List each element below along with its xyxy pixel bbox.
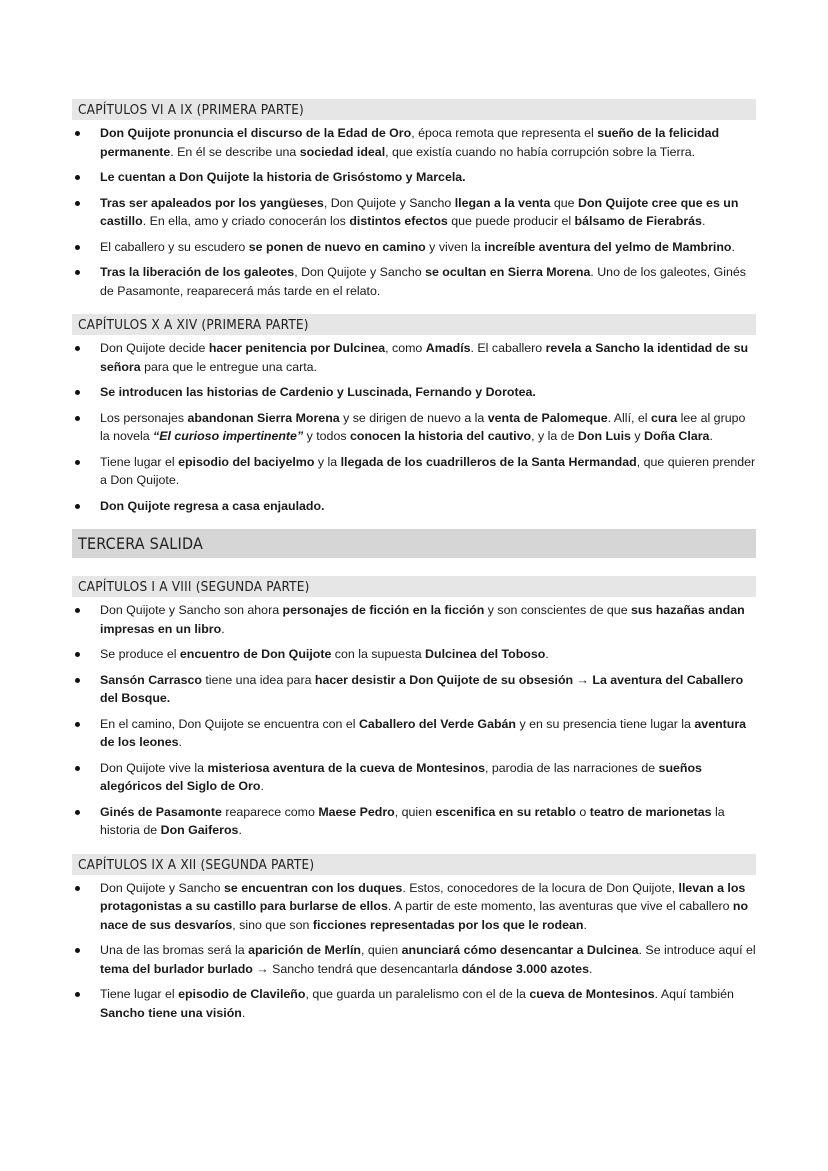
bullet-icon (75, 608, 80, 613)
list-item (72, 645, 756, 664)
bold-text-run: misteriosa aventura de la cueva de Montesinos (207, 760, 485, 775)
bold-text-run: Le cuentan a Don Quijote la historia de Grisóstomo y Marcela. (100, 170, 466, 184)
bold-text-run: dándose 3.000 azotes (461, 961, 589, 976)
bold-text-run: Maese Pedro (318, 804, 395, 819)
text-run: Tiene lugar el (100, 987, 179, 1001)
list-item (72, 879, 756, 935)
text-run: . (260, 779, 264, 793)
bullet-icon (75, 766, 80, 771)
text-run: Una de las bromas será la (100, 943, 249, 957)
text-run: Tiene lugar el (100, 454, 179, 469)
bullet-icon (75, 886, 80, 891)
list-item (72, 759, 756, 796)
bold-text-run: Ginés de Pasamonte (100, 804, 222, 819)
text-run: . Allí, el (607, 410, 651, 425)
bullet-icon (75, 722, 80, 727)
bold-text-run: Sancho tiene una visión (100, 1005, 242, 1020)
bold-text-run: no nace de sus desvaríos (100, 899, 749, 932)
text-run: y todos (303, 429, 350, 443)
section-heading: CAPÍTULOS VI A IX (PRIMERA PARTE) (72, 99, 756, 120)
major-heading: TERCERA SALIDA (72, 529, 756, 558)
bold-text-run: personajes de ficción en la ficción (282, 603, 485, 617)
text-run: y son conscientes de que (484, 603, 632, 617)
bold-text-run: hacer desistir a Don Quijote de su obsesión → La aventura del Caballero del Bosque. (100, 672, 744, 705)
bullet-icon (75, 175, 80, 180)
list-item (72, 715, 756, 752)
text-run: , quien (394, 804, 436, 819)
text-run: . (241, 1005, 246, 1020)
list-item (72, 194, 756, 231)
document-content (72, 99, 756, 1036)
list-item (72, 383, 756, 402)
bold-text-run: episodio del baciyelmo (178, 454, 315, 469)
text-run: con la supuesta (331, 647, 426, 661)
text-run: . En ella, amo y criado conocerán los (142, 214, 350, 228)
bullet-icon (75, 270, 80, 275)
bold-text-run: se ocultan en Sierra Morena (425, 265, 591, 279)
bullet-icon (75, 131, 80, 136)
bold-text-run: cueva de Montesinos (529, 987, 655, 1001)
list-item (72, 803, 756, 840)
bold-text-run: sueño de la felicidad permanente (100, 126, 720, 159)
section (72, 576, 756, 840)
bold-text-run: conocen la historia del cautivo (349, 429, 532, 443)
text-run: . (709, 429, 713, 443)
bold-text-run: Don Gaiferos (160, 823, 239, 837)
bold-text-run: revela a Sancho la identidad de su señora (100, 341, 749, 374)
text-run: , parodia de las narraciones de (484, 760, 659, 775)
bold-text-run: cura (650, 410, 678, 425)
section (72, 529, 756, 558)
text-run: la historia de (100, 804, 725, 837)
bold-text-run: llegan a la venta (454, 195, 551, 210)
text-run: , que existía cuando no había corrupción sobre la Tierra. (385, 144, 696, 159)
list-item (72, 671, 756, 708)
text-run: que (550, 195, 578, 210)
bold-text-run: abandonan Sierra Morena (187, 410, 340, 425)
text-run: , Don Quijote y Sancho (323, 195, 455, 210)
text-run: , quien (361, 943, 402, 957)
bullet-icon (75, 810, 80, 815)
text-run: . A partir de este momento, las aventuras que vive el caballero (387, 899, 733, 913)
bold-text-run: Caballero del Verde Gabán (358, 716, 516, 731)
list-item (72, 168, 756, 187)
bold-text-run: se encuentran con los duques (223, 880, 403, 895)
bold-text-run: Don Luis (577, 429, 631, 443)
text-run: Don Quijote vive la (100, 760, 208, 775)
bullet-list (72, 339, 756, 515)
text-run: , y la de (531, 429, 578, 443)
text-run: Don Quijote y Sancho (100, 880, 224, 895)
text-run: Don Quijote decide (100, 341, 209, 355)
text-run: lee al grupo la novela (100, 410, 746, 443)
list-item (72, 339, 756, 376)
text-run: . (731, 239, 735, 254)
text-run: . Uno de los galeotes, Ginés de Pasamonte, reaparecerá más tarde en el relato. (100, 265, 747, 298)
text-run: . (588, 961, 593, 976)
list-item (72, 409, 756, 446)
bold-text-run: increíble aventura del yelmo de Mambrino (484, 239, 732, 254)
bullet-icon (75, 390, 80, 395)
text-run: . (238, 823, 242, 837)
bold-text-run: llegada de los cuadrilleros de la Santa Hermandad (340, 454, 637, 469)
text-run: Los personajes (100, 410, 188, 425)
list-item (72, 941, 756, 978)
list-item (72, 453, 756, 490)
section (72, 314, 756, 515)
bold-text-run: teatro de marionetas (589, 804, 712, 819)
bullet-icon (75, 460, 80, 465)
section (72, 99, 756, 300)
bold-text-run: sus hazañas andan impresas en un libro (100, 603, 745, 636)
bold-text-run: encuentro de Don Quijote (179, 647, 332, 661)
section (72, 854, 756, 1023)
bold-text-run: venta de Palomeque (487, 410, 608, 425)
text-run: , sino que son (232, 917, 313, 932)
bold-text-run: Don Quijote pronuncia el discurso de la Edad de Oro (100, 126, 412, 140)
bold-text-run: hacer penitencia por Dulcinea (208, 341, 386, 355)
text-run: tiene una idea para (201, 672, 315, 687)
text-run: y se dirigen de nuevo a la (339, 410, 488, 425)
bold-text-run: Amadís (425, 341, 471, 355)
text-run: para que le entregue una carta. (140, 359, 317, 374)
bold-text-run: Tras ser apaleados por los yangüeses (100, 195, 324, 210)
bold-text-run: Sansón Carrasco (100, 672, 202, 687)
bold-text-run: Tras la liberación de los galeotes (100, 265, 295, 279)
section-heading: CAPÍTULOS X A XIV (PRIMERA PARTE) (72, 314, 756, 335)
text-run: Don Quijote y Sancho son ahora (100, 603, 283, 617)
text-run: . (221, 621, 225, 636)
bold-text-run: ficciones representadas por los que le rodean (312, 917, 584, 932)
bullet-icon (75, 201, 80, 206)
list-item (72, 238, 756, 257)
text-run: El caballero y su escudero (100, 239, 249, 254)
bold-text-run: anunciará cómo desencantar a Dulcinea (401, 943, 639, 957)
list-item (72, 263, 756, 300)
text-run: . Estos, conocedores de la locura de Don Quijote, (402, 880, 679, 895)
bullet-icon (75, 992, 80, 997)
bold-text-run: aventura de los leones (100, 716, 747, 749)
bullet-icon (75, 652, 80, 657)
bullet-icon (75, 416, 80, 421)
bold-text-run: llevan a los protagonistas a su castillo para burlarse de ellos (100, 880, 746, 913)
bold-text-run: bálsamo de Fierabrás (574, 214, 702, 228)
section-heading: CAPÍTULOS IX A XII (SEGUNDA PARTE) (72, 854, 756, 875)
bold-text-run: sueños alegóricos del Siglo de Oro (100, 760, 702, 793)
bold-text-run: distintos efectos (349, 214, 448, 228)
bullet-icon (75, 346, 80, 351)
text-run: reaparece como (221, 804, 319, 819)
bullet-icon (75, 504, 80, 509)
list-item (72, 124, 756, 161)
list-item (72, 601, 756, 638)
text-run: En el camino, Don Quijote se encuentra con el (100, 716, 359, 731)
text-run: . El caballero (470, 341, 546, 355)
text-run: . (583, 917, 587, 932)
bullet-icon (75, 948, 80, 953)
bold-text-run: “El curioso impertinente” (153, 429, 304, 443)
text-run: . (545, 647, 549, 661)
text-run: Se produce el (100, 647, 180, 661)
text-run: , que guarda un paralelismo con el de la (305, 987, 530, 1001)
text-run: . En él se describe una (170, 144, 300, 159)
text-run: , época remota que representa el (411, 126, 598, 140)
bold-text-run: Don Quijote regresa a casa enjaulado. (100, 498, 325, 513)
text-run: . Aquí también (654, 987, 734, 1001)
bullet-list (72, 601, 756, 840)
list-item (72, 985, 756, 1022)
text-run: . (178, 735, 182, 749)
bold-text-run: tema del burlador burlado → (100, 961, 269, 976)
bold-text-run: Don Quijote cree que es un castillo (100, 195, 739, 228)
text-run: y en su presencia tiene lugar la (516, 716, 695, 731)
list-item (72, 497, 756, 516)
bold-text-run: escenifica en su retablo (435, 804, 576, 819)
bullet-list (72, 879, 756, 1023)
bold-text-run: aparición de Merlín (248, 943, 361, 957)
bold-text-run: Se introducen las historias de Cardenio y Luscinada, Fernando y Dorotea. (100, 385, 536, 399)
bullet-icon (75, 245, 80, 250)
text-run: . (701, 214, 706, 228)
text-run: que puede producir el (447, 214, 575, 228)
section-heading: CAPÍTULOS I A VIII (SEGUNDA PARTE) (72, 576, 756, 597)
text-run: , Don Quijote y Sancho (294, 265, 426, 279)
bullet-list (72, 124, 756, 300)
text-run: o (575, 804, 590, 819)
text-run: y (630, 429, 645, 443)
bold-text-run: Dulcinea del Toboso (425, 647, 546, 661)
text-run: y viven la (425, 239, 485, 254)
bullet-icon (75, 678, 80, 683)
text-run: . Se introduce aquí el (638, 943, 756, 957)
text-run: Sancho tendrá que desencantarla (268, 961, 462, 976)
text-run: , como (385, 341, 426, 355)
text-run: , que quieren prender a Don Quijote. (100, 454, 756, 487)
bold-text-run: Doña Clara (644, 429, 710, 443)
bold-text-run: sociedad ideal (299, 144, 386, 159)
bold-text-run: se ponen de nuevo en camino (248, 239, 426, 254)
bold-text-run: episodio de Clavileño (178, 987, 306, 1001)
text-run: y la (314, 454, 341, 469)
